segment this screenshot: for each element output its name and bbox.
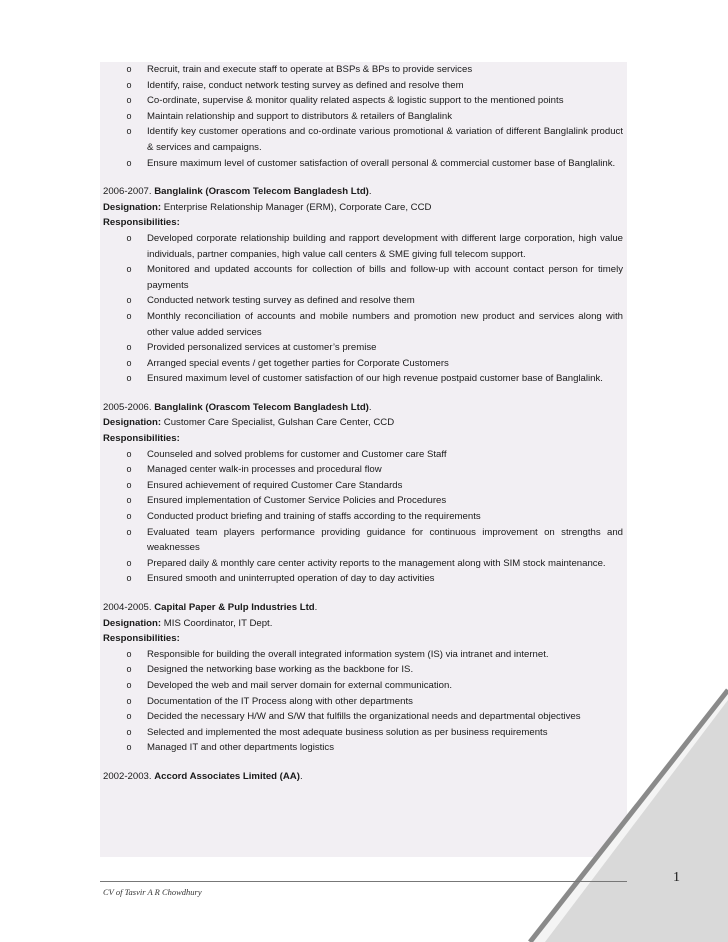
bullet-icon: o xyxy=(126,695,132,706)
company-name: Banglalink (Orascom Telecom Bangladesh Ltd) xyxy=(154,186,369,198)
bullet-icon: o xyxy=(126,79,132,90)
company-name: Accord Associates Limited (AA) xyxy=(154,770,300,782)
responsibilities-heading: Responsibilities: xyxy=(103,633,180,645)
job-heading: 2006-2007. Banglalink (Orascom Telecom Bangladesh Ltd). xyxy=(103,186,372,198)
page-number: 1 xyxy=(673,870,680,885)
list-item: o Evaluated team players performance providing guidance for continuous improvement on strengths and weaknesses xyxy=(103,525,623,556)
list-item: o Conducted product briefing and training of staffs according to the requirements xyxy=(103,509,623,525)
job-heading: 2004-2005. Capital Paper & Pulp Industries Ltd. xyxy=(103,602,318,613)
bullet-icon: o xyxy=(126,711,132,722)
responsibilities-heading: Responsibilities: xyxy=(103,217,180,229)
list-item: o Co-ordinate, supervise & monitor quality related aspects & logistic support to the mentioned points xyxy=(103,93,623,109)
list-item: o Selected and implemented the most adequate business solution as per business requirements xyxy=(103,725,623,741)
bullet-icon: o xyxy=(126,726,132,737)
bullet-icon: o xyxy=(126,573,132,584)
bullet-icon: o xyxy=(126,310,132,321)
company-name: Capital Paper & Pulp Industries Ltd xyxy=(154,602,315,613)
bullet-icon: o xyxy=(126,95,132,106)
list-item: o Provided personalized services at customer’s premise xyxy=(103,340,623,356)
job-designation: Designation: Customer Care Specialist, Gulshan Care Center, CCD xyxy=(103,417,395,429)
list-item: o Documentation of the IT Process along with other departments xyxy=(103,694,623,710)
list-item: o Counseled and solved problems for customer and Customer care Staff xyxy=(103,447,623,463)
bullet-icon: o xyxy=(126,464,132,475)
bullet-icon: o xyxy=(126,742,132,753)
list-item: o Designed the networking base working as the backbone for IS. xyxy=(103,662,623,678)
bullet-icon: o xyxy=(126,357,132,368)
footer-divider xyxy=(100,881,627,882)
job-heading: 2002-2003. Accord Associates Limited (AA). xyxy=(103,770,303,782)
bullet-icon: o xyxy=(126,342,132,353)
bullet-icon: o xyxy=(126,373,132,384)
list-item: o Maintain relationship and support to distributors & retailers of Banglalink xyxy=(103,109,623,125)
bullet-icon: o xyxy=(126,126,132,137)
list-item: o Monitored and updated accounts for collection of bills and follow-up with account contact person for timely payments xyxy=(103,262,623,293)
bullet-icon: o xyxy=(126,679,132,690)
list-item: o Managed center walk-in processes and procedural flow xyxy=(103,462,623,478)
bullet-icon: o xyxy=(126,479,132,490)
bullet-icon: o xyxy=(126,526,132,537)
job-designation: Designation: MIS Coordinator, IT Dept. xyxy=(103,617,273,629)
footer-text: CV of Tasvir A R Chowdhury xyxy=(103,887,202,897)
bullet-icon: o xyxy=(126,448,132,459)
job-heading: 2005-2006. Banglalink (Orascom Telecom Bangladesh Ltd). xyxy=(103,401,372,413)
list-item: o Identify, raise, conduct network testing survey as defined and resolve them xyxy=(103,78,623,94)
bullet-icon: o xyxy=(126,232,132,243)
responsibilities-heading: Responsibilities: xyxy=(103,433,180,445)
bullet-icon: o xyxy=(126,64,132,74)
bullet-icon: o xyxy=(126,295,132,306)
bullet-icon: o xyxy=(126,648,132,659)
list-item: o Managed IT and other departments logistics xyxy=(103,740,623,756)
list-item: o Decided the necessary H/W and S/W that fulfills the organizational needs and departmental objectives xyxy=(103,709,623,725)
list-item: o Developed the web and mail server domain for external communication. xyxy=(103,678,623,694)
list-item: o Ensured implementation of Customer Service Policies and Procedures xyxy=(103,493,623,509)
list-item: o Prepared daily & monthly care center activity reports to the management along with SIM stock maintenance. xyxy=(103,556,623,572)
job-designation: Designation: Enterprise Relationship Manager (ERM), Corporate Care, CCD xyxy=(103,201,432,213)
bullet-icon: o xyxy=(126,110,132,121)
list-item: o Developed corporate relationship building and rapport development with different large corporation, high value individuals, partner companies, high value call centers & SME giving full telecom support. xyxy=(103,231,623,262)
bullet-icon: o xyxy=(126,664,132,675)
bullet-icon: o xyxy=(126,495,132,506)
list-item: o Arranged special events / get together parties for Corporate Customers xyxy=(103,356,623,372)
list-item: o Ensured achievement of required Customer Care Standards xyxy=(103,478,623,494)
list-item: o Responsible for building the overall integrated information system (IS) via intranet and internet. xyxy=(103,647,623,663)
list-item: o Recruit, train and execute staff to operate at BSPs & BPs to provide services xyxy=(103,62,623,78)
list-item: o Ensured maximum level of customer satisfaction of our high revenue postpaid customer base of Banglalink. xyxy=(103,371,623,387)
list-item: o Ensure maximum level of customer satisfaction of overall personal & commercial customer base of Banglalink. xyxy=(103,156,623,172)
bullet-icon: o xyxy=(126,264,132,275)
list-item: o Ensured smooth and uninterrupted operation of day to day activities xyxy=(103,571,623,587)
company-name: Banglalink (Orascom Telecom Bangladesh Ltd) xyxy=(154,401,369,413)
list-item: o Monthly reconciliation of accounts and mobile numbers and promotion new product and services along with other value added services xyxy=(103,309,623,340)
bullet-icon: o xyxy=(126,557,132,568)
list-item: o Conducted network testing survey as defined and resolve them xyxy=(103,293,623,309)
list-item: o Identify key customer operations and co-ordinate various promotional & variation of different Banglalink product & services and campaigns. xyxy=(103,124,623,155)
bullet-icon: o xyxy=(126,511,132,522)
bullet-icon: o xyxy=(126,157,132,168)
